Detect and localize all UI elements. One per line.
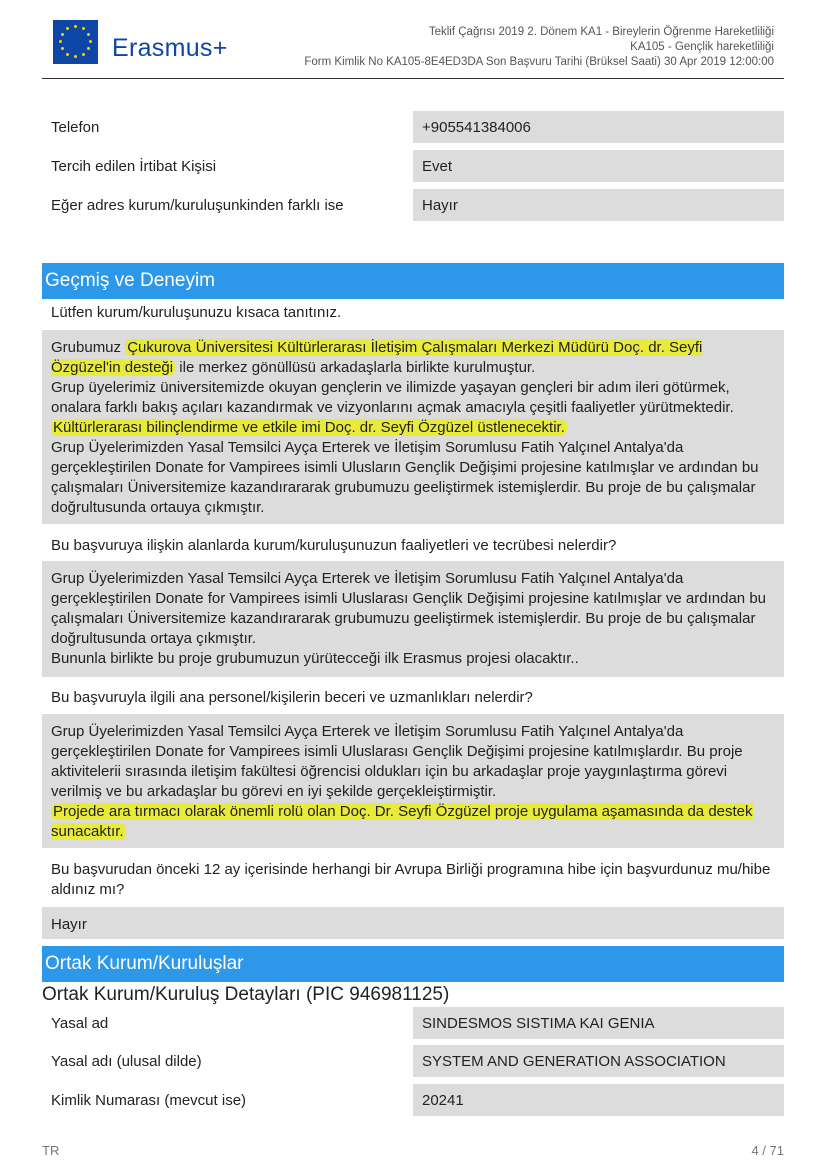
question-eu-grant: Bu başvurudan önceki 12 ay içerisinde herhangi bir Avrupa Birliği programına hibe için başvurdunuz mu/hibe aldınız mı? xyxy=(51,861,771,898)
row-label: Eğer adres kurum/kuruluşunkinden farklı ise xyxy=(51,197,344,214)
row-legal-name xyxy=(42,1007,784,1039)
row-label: Telefon xyxy=(51,119,100,136)
row-id-number xyxy=(42,1084,784,1116)
row-value: Evet xyxy=(422,158,453,175)
section-title: Geçmiş ve Deneyim xyxy=(45,270,215,291)
row-value-box xyxy=(413,1084,784,1116)
row-label: Yasal ad xyxy=(51,1015,109,1032)
footer-language: TR xyxy=(42,1143,60,1158)
row-value-box xyxy=(413,189,784,221)
answer-text: Grup Üyelerimizden Yasal Temsilci Ayça Erterek ve İletişim Sorumlusu Fatih Yalçınel Antalya'da gerçekleştirilen Donate for Vampirees isimli Uluslarası Gençlik Değişimi projesine katılmışlar ve ardından bu çalışmaları Üniversitemize kazandırararak grubumuzu geeliştirmek istemişlerdir. Bu proje de bu çalışmalar doğrultusunda ortaya çıkmıştır. xyxy=(51,570,767,647)
section-background-experience xyxy=(42,263,784,299)
answer-key-staff xyxy=(42,714,784,848)
section-title: Ortak Kurum/Kuruluşlar xyxy=(45,953,244,974)
header-line-3: Form Kimlik No KA105-8E4ED3DA Son Başvuru Tarihi (Brüksel Saati) 30 Apr 2019 12:00:00 xyxy=(304,56,774,68)
question-key-staff: Bu başvuruyla ilgili ana personel/kişilerin beceri ve uzmanlıkları nelerdir? xyxy=(51,689,533,706)
highlighted-text: Projede ara tırmacı olarak önemli rolü olan Doç. Dr. Seyfi Özgüzel proje uygulama aşamasında da destek sunacaktır. xyxy=(51,803,753,840)
answer-text: Grup üyelerimiz üniversitemizde okuyan gençlerin ve ilimizde yaşayan gençleri bir adım ileri götürmek, onalara farklı bakış açıları kazandırmak ve vizyonlarını açmak amacıyla çeşitli faaliyetler yürütmektedir. xyxy=(51,379,734,416)
footer-page-number: 4 / 71 xyxy=(751,1143,784,1158)
answer-text: Hayır xyxy=(51,916,87,933)
row-value: 20241 xyxy=(422,1092,464,1109)
row-value: SYSTEM AND GENERATION ASSOCIATION xyxy=(422,1053,726,1070)
section-partner-organisations xyxy=(42,946,784,982)
answer-text: Grup Üyelerimizden Yasal Temsilci Ayça Erterek ve İletişim Sorumlusu Fatih Yalçınel Antalya'da gerçekleştirilen Donate for Vampirees isimli Ulusların Gençlik Değişimi projesine katılmışlar ve ardından bu çalışmaları Üniversitemize kazandırararak grubumuzu geeliştirmek istemişlerdir. Bu proje de bu çalışmalar doğrultusunda ortauya çıkmıştır. xyxy=(51,439,759,516)
question-organisation-intro: Lütfen kurum/kuruluşunuzu kısaca tanıtınız. xyxy=(51,304,342,321)
header-line-2: KA105 - Gençlik hareketliliği xyxy=(630,41,774,53)
answer-text: Grup Üyelerimizden Yasal Temsilci Ayça Erterek ve İletişim Sorumlusu Fatih Yalçınel Antalya'da gerçekleştirilen Donate for Vampirees isimli Uluslarası Gençlik Değişimi projesine katılmışlardır. Bu proje aktivitelerii sırasında iletişim fakültesi öğrencisi oldukları için bu arkadaşlar proje yaygınlaştırma görevi verilmiş ve bu arkadaşlar bu görevi en iyi şekilde gerçekleiştirmiştir. xyxy=(51,723,743,800)
highlighted-text: Çukurova Üniversitesi Kültürlerarası İletişim Çalışmaları Merkezi Müdürü Doç. dr. Seyfi Özgüzel'in desteği xyxy=(51,339,703,376)
header-line-1: Teklif Çağrısı 2019 2. Dönem KA1 - Bireylerin Öğrenme Hareketliliği xyxy=(428,26,774,38)
row-preferred-contact xyxy=(42,150,784,182)
answer-organisation-intro xyxy=(42,330,784,524)
header-info xyxy=(304,25,774,70)
row-address-different xyxy=(42,189,784,221)
page-header xyxy=(42,0,784,79)
answer-activities-experience xyxy=(42,561,784,677)
row-value-box xyxy=(413,1007,784,1039)
row-label: Yasal adı (ulusal dilde) xyxy=(51,1053,202,1070)
answer-eu-grant xyxy=(42,907,784,939)
row-value: SINDESMOS SISTIMA KAI GENIA xyxy=(422,1015,655,1032)
row-value: Hayır xyxy=(422,197,458,214)
row-value-box xyxy=(413,150,784,182)
answer-text: ile merkez gönüllüsü arkadaşlarla birlikte kurulmuştur. xyxy=(175,359,536,376)
answer-text: Bununla birlikte bu proje grubumuzun yürütecceği ilk Erasmus projesi olacaktır.. xyxy=(51,650,579,667)
row-telefon xyxy=(42,111,784,143)
row-label: Tercih edilen İrtibat Kişisi xyxy=(51,158,217,175)
row-legal-name-national xyxy=(42,1045,784,1077)
question-activities-experience: Bu başvuruya ilişkin alanlarda kurum/kuruluşunuzun faaliyetleri ve tecrübesi nelerdir? xyxy=(51,537,617,554)
row-value-box xyxy=(413,1045,784,1077)
row-value: +905541384006 xyxy=(422,119,531,136)
highlighted-text: Kültürlerarası bilinçlendirme ve etkile imi Doç. dr. Seyfi Özgüzel üstlenecektir. xyxy=(53,419,565,436)
row-label: Kimlik Numarası (mevcut ise) xyxy=(51,1092,247,1109)
eu-flag-icon xyxy=(53,20,98,64)
erasmus-logo-text: Erasmus+ xyxy=(112,34,228,62)
answer-text: Grubumuz xyxy=(51,339,126,356)
row-value-box xyxy=(413,111,784,143)
partner-details-heading: Ortak Kurum/Kuruluş Detayları (PIC 946981125) xyxy=(42,984,450,1005)
